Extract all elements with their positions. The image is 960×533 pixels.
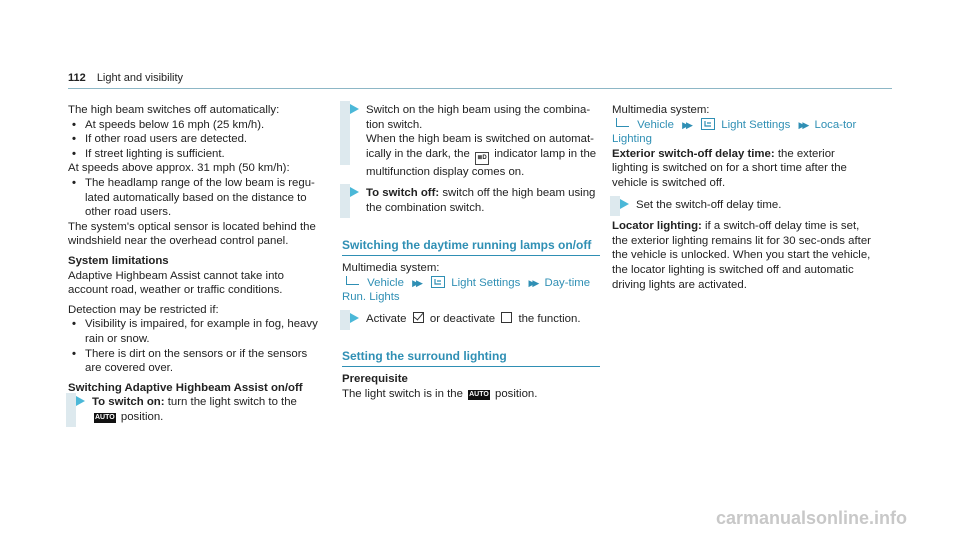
menu-hook-icon <box>616 118 629 127</box>
definition: if a switch-off delay time is set, the exterior lighting remains lit for 30 sec-onds after the vehicle is unlocked. When you start the vehicle, the locator lighting is switched off and automatic driving lights are activated. <box>612 220 871 291</box>
instruction-step <box>68 395 320 424</box>
section-title: Light and visibility <box>96 72 184 84</box>
checkbox-empty-icon <box>501 312 512 323</box>
paragraph <box>612 147 874 191</box>
paragraph: The high beam switches off automatically: <box>68 104 280 116</box>
section-heading: Switching the daytime running lamps on/off <box>342 238 600 257</box>
menu-path <box>342 276 600 305</box>
list-item: • The headlamp range of the low beam is regu-lated automatically based on the distance to other road users. <box>68 176 320 220</box>
subheading: Switching Adaptive Highbeam Assist on/off <box>68 381 303 394</box>
menu-vehicle: Vehicle <box>637 118 674 131</box>
chevron-right-icon: ▶▶ <box>412 277 420 288</box>
watermark: carmanualsonline.info <box>716 508 908 528</box>
column-1 <box>68 103 320 424</box>
page-header <box>68 72 183 84</box>
step-text: turn the light switch to the <box>167 396 297 409</box>
page-number: 112 <box>68 72 86 84</box>
term: Locator lighting: <box>612 220 702 233</box>
paragraph-text: position. <box>494 387 538 400</box>
step-bar <box>340 101 350 165</box>
list-item: • If street lighting is sufficient. <box>68 147 320 162</box>
paragraph: Multimedia system: <box>612 104 710 116</box>
paragraph: At speeds above approx. 31 mph (50 km/h): <box>68 162 290 175</box>
step-text: Set the switch-off delay time. <box>636 198 782 211</box>
step-text: Switch on the high beam using the combina-tion switch. <box>366 104 591 131</box>
chevron-right-icon: ▶▶ <box>682 119 690 130</box>
step-bar <box>610 196 620 216</box>
step-arrow-icon <box>350 104 359 114</box>
header-rule <box>68 88 892 89</box>
paragraph <box>342 387 600 402</box>
step-text: When the high beam is switched on automat-ically in the dark, the <box>366 133 594 160</box>
step-label: To switch on: <box>92 396 165 409</box>
step-text: indicator lamp in the multifunction display comes on. <box>366 147 597 178</box>
step-arrow-icon <box>76 396 85 406</box>
paragraph: The system's optical sensor is located behind the windshield near the overhead control panel. <box>68 220 316 248</box>
step-text: position. <box>120 410 164 423</box>
instruction-step <box>342 103 600 179</box>
column-3 <box>612 103 874 292</box>
step-text: switch off the high beam using the combination switch. <box>366 187 596 214</box>
paragraph <box>612 219 874 292</box>
step-text: Activate <box>366 312 407 325</box>
step-bar <box>340 310 350 330</box>
paragraph: Detection may be restricted if: <box>68 303 219 316</box>
paragraph: Multimedia system: <box>342 262 440 275</box>
menu-vehicle: Vehicle <box>367 276 404 289</box>
checkbox-checked-icon <box>413 312 424 323</box>
step-bar <box>340 184 350 218</box>
definition: the exterior lighting is switched on for a short time after the vehicle is switched off. <box>612 147 847 189</box>
step-label: To switch off: <box>366 187 440 200</box>
step-arrow-icon <box>350 313 359 323</box>
seat-light-icon <box>701 118 715 130</box>
step-arrow-icon <box>620 199 629 209</box>
list-item: • There is dirt on the sensors or if the sensors are covered over. <box>68 347 320 376</box>
chevron-right-icon: ▶▶ <box>798 119 807 130</box>
section-heading: Setting the surround lighting <box>342 349 600 368</box>
step-text: or deactivate <box>429 312 496 325</box>
seat-light-icon <box>431 276 445 288</box>
menu-light-settings: Light Settings <box>721 118 791 131</box>
column-2 <box>342 103 600 401</box>
list-item: • At speeds below 16 mph (25 km/h). <box>68 118 320 133</box>
auto-switch-icon: AUTO <box>95 413 115 421</box>
auto-switch-icon: AUTO <box>469 390 489 398</box>
instruction-step <box>342 186 600 215</box>
subheading: System limitations <box>68 254 169 267</box>
paragraph: Adaptive Highbeam Assist cannot take into account road, weather or traffic conditions. <box>68 269 284 297</box>
high-beam-indicator-icon: ≣D <box>475 152 489 165</box>
step-bar <box>66 393 76 427</box>
list-item: • If other road users are detected. <box>68 132 320 147</box>
chevron-right-icon: ▶▶ <box>528 277 537 288</box>
menu-light-settings: Light Settings <box>451 276 521 289</box>
instruction-step <box>612 198 874 213</box>
instruction-step <box>342 312 600 327</box>
menu-item: Loca-tor Lighting <box>612 118 857 146</box>
list-item: • Visibility is impaired, for example in fog, heavy rain or snow. <box>68 317 320 346</box>
paragraph-text: The light switch is in the <box>342 387 463 400</box>
menu-item: Day-time Run. Lights <box>342 276 591 304</box>
step-text: the function. <box>518 312 581 325</box>
subheading: Prerequisite <box>342 373 408 386</box>
menu-path <box>612 118 874 147</box>
menu-hook-icon <box>346 276 359 285</box>
term: Exterior switch-off delay time: <box>612 147 775 160</box>
step-arrow-icon <box>350 187 359 197</box>
